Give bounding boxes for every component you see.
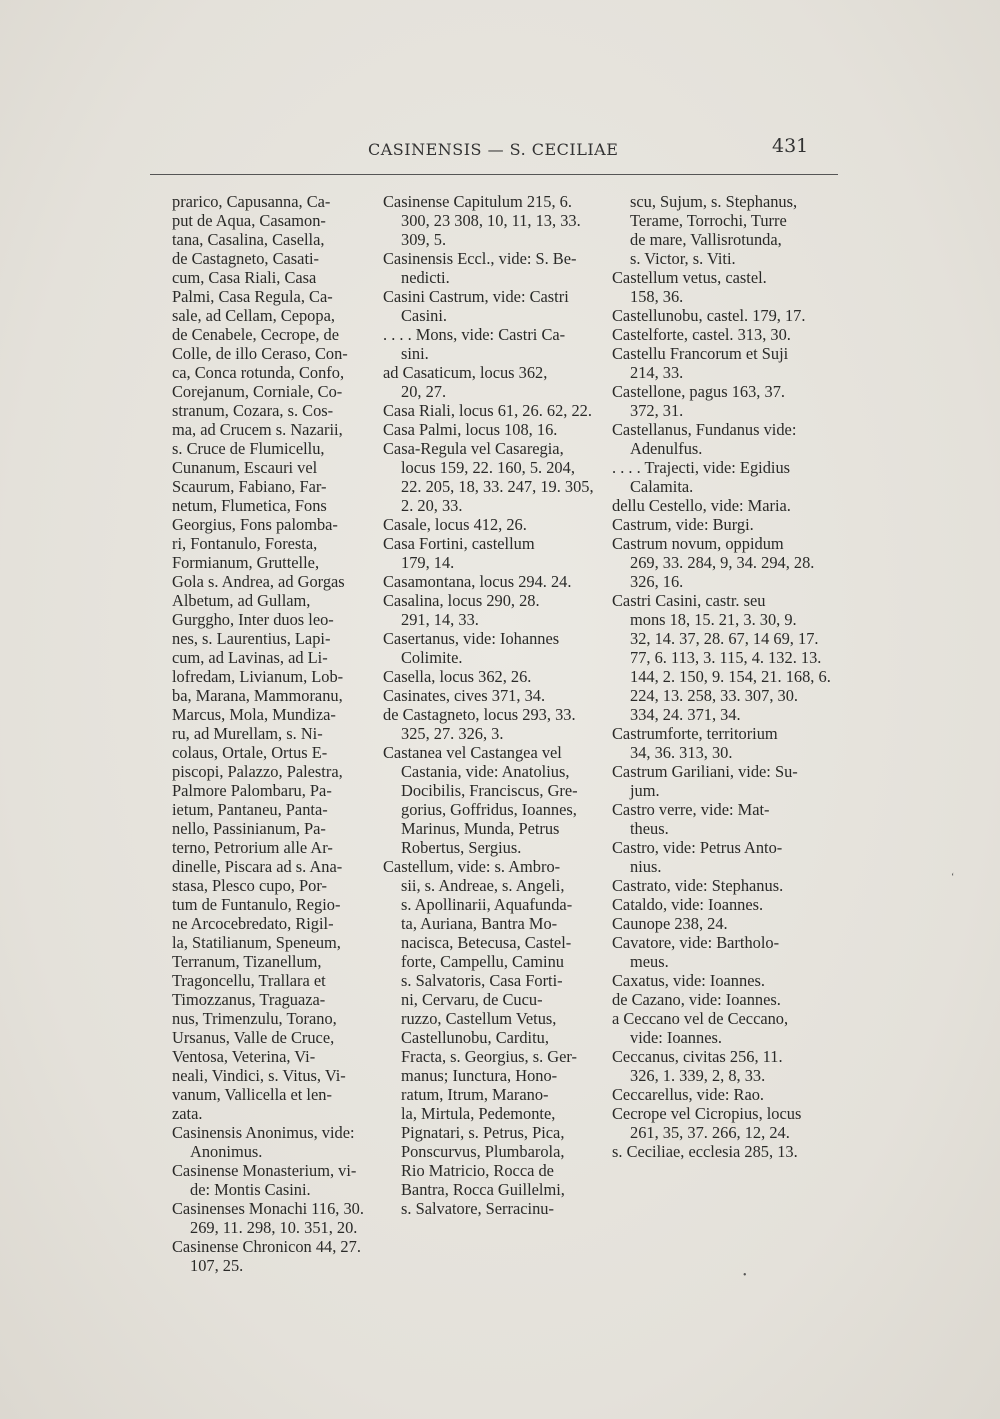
index-line: 326, 16.: [630, 572, 684, 591]
index-line: 34, 36. 313, 30.: [630, 743, 733, 762]
index-line: Georgius, Fons palomba-: [172, 515, 338, 534]
index-line: s. Victor, s. Viti.: [630, 249, 736, 268]
index-line: Cavatore, vide: Bartholo-: [612, 933, 780, 952]
index-column-3: [612, 192, 834, 1161]
index-line: 309, 5.: [401, 230, 447, 249]
index-line: de Castagneto, Casati-: [172, 249, 320, 268]
index-line: jum.: [630, 781, 660, 800]
index-line: 269, 11. 298, 10. 351, 20.: [190, 1218, 358, 1237]
index-line: Castellum, vide: s. Ambro-: [383, 857, 561, 876]
index-line: de: Montis Casini.: [190, 1180, 311, 1199]
index-line: Castellunobu, castel. 179, 17.: [612, 306, 806, 325]
index-line: Terranum, Tizanellum,: [172, 952, 322, 971]
index-line: Casini.: [401, 306, 447, 325]
header-rule: [150, 174, 838, 175]
index-line: la, Mirtula, Pedemonte,: [401, 1104, 556, 1123]
index-line: ietum, Pantaneu, Panta-: [172, 800, 328, 819]
index-line: Casalina, locus 290, 28.: [383, 591, 540, 610]
index-line: Palmore Palombaru, Pa-: [172, 781, 332, 800]
index-line: dellu Cestello, vide: Maria.: [612, 496, 791, 515]
index-line: mons 18, 15. 21, 3. 30, 9.: [630, 610, 797, 629]
index-line: 300, 23 308, 10, 11, 13, 33.: [401, 211, 581, 230]
index-line: Castro, vide: Petrus Anto-: [612, 838, 783, 857]
index-line: sini.: [401, 344, 429, 363]
index-line: 158, 36.: [630, 287, 684, 306]
index-line: Rio Matricio, Rocca de: [401, 1161, 554, 1180]
index-line: tana, Casalina, Casella,: [172, 230, 325, 249]
index-line: 224, 13. 258, 33. 307, 30.: [630, 686, 799, 705]
index-line: cum, Casa Riali, Casa: [172, 268, 317, 287]
index-line: nus, Trimenzulu, Torano,: [172, 1009, 337, 1028]
index-line: Bantra, Rocca Guillelmi,: [401, 1180, 565, 1199]
index-line: Scaurum, Fabiano, Far-: [172, 477, 327, 496]
index-line: Ceccanus, civitas 256, 11.: [612, 1047, 783, 1066]
index-line: Castrumforte, territorium: [612, 724, 778, 743]
index-line: Caunope 238, 24.: [612, 914, 728, 933]
index-line: Ursanus, Valle de Cruce,: [172, 1028, 335, 1047]
index-line: nacisca, Betecusa, Castel-: [401, 933, 572, 952]
index-line: vide: Ioannes.: [630, 1028, 722, 1047]
running-head: CASINENSIS — S. CECILIAE: [368, 140, 619, 159]
index-line: ba, Marana, Mammoranu,: [172, 686, 343, 705]
index-line: ruzzo, Castellum Vetus,: [401, 1009, 557, 1028]
index-line: Formianum, Gruttelle,: [172, 553, 320, 572]
index-line: Castrum, vide: Burgi.: [612, 515, 754, 534]
index-line: 107, 25.: [190, 1256, 244, 1275]
index-line: dinelle, Piscara ad s. Ana-: [172, 857, 343, 876]
index-line: terno, Petrorium alle Ar-: [172, 838, 333, 857]
index-line: de Cenabele, Cecrope, de: [172, 325, 340, 344]
index-line: Docibilis, Franciscus, Gre-: [401, 781, 578, 800]
index-line: nello, Passinianum, Pa-: [172, 819, 326, 838]
index-line: Tragoncellu, Trallara et: [172, 971, 326, 990]
index-line: Casinense Capitulum 215, 6.: [383, 192, 572, 211]
index-line: 326, 1. 339, 2, 8, 33.: [630, 1066, 766, 1085]
index-line: a Ceccano vel de Ceccano,: [612, 1009, 789, 1028]
index-line: s. Cruce de Flumicellu,: [172, 439, 325, 458]
index-line: s. Salvatoris, Casa Forti-: [401, 971, 563, 990]
index-line: gorius, Goffridus, Ioannes,: [401, 800, 577, 819]
index-line: Casa-Regula vel Casaregia,: [383, 439, 564, 458]
index-line: Calamita.: [630, 477, 694, 496]
index-line: nes, s. Laurentius, Lapi-: [172, 629, 331, 648]
index-line: Castania, vide: Anatolius,: [401, 762, 570, 781]
index-line: Casella, locus 362, 26.: [383, 667, 532, 686]
index-column-2: [383, 192, 598, 1218]
index-line: Castrum novum, oppidum: [612, 534, 784, 553]
index-line: ad Casaticum, locus 362,: [383, 363, 548, 382]
index-line: Casertanus, vide: Iohannes: [383, 629, 560, 648]
index-line: scu, Sujum, s. Stephanus,: [630, 192, 798, 211]
index-line: nius.: [630, 857, 662, 876]
index-line: Ceccarellus, vide: Rao.: [612, 1085, 765, 1104]
index-line: Pignatari, s. Petrus, Pica,: [401, 1123, 565, 1142]
index-line: Adenulfus.: [630, 439, 703, 458]
stray-mark: •: [743, 1270, 747, 1281]
index-line: Casinenses Monachi 116, 30.: [172, 1199, 364, 1218]
index-line: ma, ad Crucem s. Nazarii,: [172, 420, 343, 439]
index-line: Casinates, cives 371, 34.: [383, 686, 546, 705]
index-line: Gola s. Andrea, ad Gorgas: [172, 572, 345, 591]
index-line: 20, 27.: [401, 382, 447, 401]
index-line: Caxatus, vide: Ioannes.: [612, 971, 765, 990]
index-line: Casale, locus 412, 26.: [383, 515, 527, 534]
index-line: lofredam, Livianum, Lob-: [172, 667, 344, 686]
index-line: put de Aqua, Casamon-: [172, 211, 326, 230]
index-line: forte, Campellu, Caminu: [401, 952, 564, 971]
index-line: Timozzanus, Traguaza-: [172, 990, 326, 1009]
index-line: Cecrope vel Cicropius, locus: [612, 1104, 802, 1123]
index-line: Cataldo, vide: Ioannes.: [612, 895, 764, 914]
index-line: neali, Vindici, s. Vitus, Vi-: [172, 1066, 346, 1085]
index-line: meus.: [630, 952, 669, 971]
index-line: prarico, Capusanna, Ca-: [172, 192, 331, 211]
index-line: locus 159, 22. 160, 5. 204,: [401, 458, 575, 477]
index-line: Castellu Francorum et Suji: [612, 344, 789, 363]
index-line: Robertus, Sergius.: [401, 838, 522, 857]
index-line: Casa Palmi, locus 108, 16.: [383, 420, 558, 439]
index-line: ru, ad Murellam, s. Ni-: [172, 724, 323, 743]
index-line: s. Apollinarii, Aquafunda-: [401, 895, 573, 914]
index-line: 269, 33. 284, 9, 34. 294, 28.: [630, 553, 815, 572]
index-line: Terame, Torrochi, Turre: [630, 211, 787, 230]
index-line: s. Salvatore, Serracinu-: [401, 1199, 554, 1218]
index-line: stranum, Cozara, s. Cos-: [172, 401, 334, 420]
index-line: Marcus, Mola, Mundiza-: [172, 705, 336, 724]
index-line: manus; Iunctura, Hono-: [401, 1066, 558, 1085]
index-line: Fracta, s. Georgius, s. Ger-: [401, 1047, 577, 1066]
index-line: Casinensis Eccl., vide: S. Be-: [383, 249, 577, 268]
index-line: cum, ad Lavinas, ad Li-: [172, 648, 328, 667]
index-line: 334, 24. 371, 34.: [630, 705, 741, 724]
stray-mark: ʻ: [951, 872, 955, 883]
index-line: Palmi, Casa Regula, Ca-: [172, 287, 333, 306]
index-line: vanum, Vallicella et len-: [172, 1085, 332, 1104]
index-line: Cunanum, Escauri vel: [172, 458, 318, 477]
index-line: Castrum Gariliani, vide: Su-: [612, 762, 798, 781]
index-line: Casa Fortini, castellum: [383, 534, 535, 553]
index-line: colaus, Ortale, Ortus E-: [172, 743, 328, 762]
index-line: Casinensis Anonimus, vide:: [172, 1123, 355, 1142]
index-line: tum de Funtanulo, Regio-: [172, 895, 341, 914]
index-line: Castri Casini, castr. seu: [612, 591, 766, 610]
index-line: Albetum, ad Gullam,: [172, 591, 311, 610]
index-line: . . . . Trajecti, vide: Egidius: [612, 458, 791, 477]
index-line: ta, Auriana, Bantra Mo-: [401, 914, 558, 933]
index-line: la, Statilianum, Speneum,: [172, 933, 341, 952]
index-line: theus.: [630, 819, 669, 838]
index-line: de Castagneto, locus 293, 33.: [383, 705, 576, 724]
index-line: Gurggho, Inter duos leo-: [172, 610, 334, 629]
index-line: Casa Riali, locus 61, 26. 62, 22.: [383, 401, 592, 420]
index-line: Castellunobu, Carditu,: [401, 1028, 549, 1047]
index-line: . . . . Mons, vide: Castri Ca-: [383, 325, 566, 344]
index-line: Casamontana, locus 294. 24.: [383, 572, 572, 591]
index-line: sale, ad Cellam, Cepopa,: [172, 306, 335, 325]
index-line: sii, s. Andreae, s. Angeli,: [401, 876, 565, 895]
index-line: 261, 35, 37. 266, 12, 24.: [630, 1123, 790, 1142]
index-line: zata.: [172, 1104, 203, 1123]
index-line: Castro verre, vide: Mat-: [612, 800, 770, 819]
index-line: ratum, Itrum, Marano-: [401, 1085, 549, 1104]
index-line: Castrato, vide: Stephanus.: [612, 876, 784, 895]
index-line: ne Arcocebredato, Rigil-: [172, 914, 334, 933]
index-line: Colimite.: [401, 648, 463, 667]
index-line: 325, 27. 326, 3.: [401, 724, 504, 743]
index-column-1: [172, 192, 372, 1275]
index-line: Ponscurvus, Plumbarola,: [401, 1142, 565, 1161]
index-line: 214, 33.: [630, 363, 684, 382]
index-line: Casinense Chronicon 44, 27.: [172, 1237, 361, 1256]
index-line: stasa, Plesco cupo, Por-: [172, 876, 327, 895]
index-line: nedicti.: [401, 268, 450, 287]
index-line: 77, 6. 113, 3. 115, 4. 132. 13.: [630, 648, 822, 667]
index-line: 372, 31.: [630, 401, 684, 420]
index-line: Anonimus.: [190, 1142, 263, 1161]
index-line: 22. 205, 18, 33. 247, 19. 305,: [401, 477, 594, 496]
index-line: Castanea vel Castangea vel: [383, 743, 562, 762]
index-line: piscopi, Palazzo, Palestra,: [172, 762, 343, 781]
index-line: s. Ceciliae, ecclesia 285, 13.: [612, 1142, 798, 1161]
index-line: Corejanum, Corniale, Co-: [172, 382, 343, 401]
index-line: Marinus, Munda, Petrus: [401, 819, 560, 838]
index-line: Casini Castrum, vide: Castri: [383, 287, 569, 306]
page-number: 431: [772, 135, 809, 157]
index-line: Colle, de illo Ceraso, Con-: [172, 344, 348, 363]
index-line: Ventosa, Veterina, Vi-: [172, 1047, 316, 1066]
index-line: Castelforte, castel. 313, 30.: [612, 325, 791, 344]
index-line: netum, Flumetica, Fons: [172, 496, 327, 515]
index-line: de mare, Vallisrotunda,: [630, 230, 782, 249]
index-line: ri, Fontanulo, Foresta,: [172, 534, 318, 553]
index-line: ca, Conca rotunda, Confo,: [172, 363, 345, 382]
index-line: Castellanus, Fundanus vide:: [612, 420, 797, 439]
index-line: 32, 14. 37, 28. 67, 14 69, 17.: [630, 629, 819, 648]
index-line: de Cazano, vide: Ioannes.: [612, 990, 781, 1009]
index-line: Castellone, pagus 163, 37.: [612, 382, 785, 401]
index-line: Castellum vetus, castel.: [612, 268, 767, 287]
index-line: ni, Cervaru, de Cucu-: [401, 990, 543, 1009]
index-line: 291, 14, 33.: [401, 610, 479, 629]
index-line: 179, 14.: [401, 553, 455, 572]
index-line: 2. 20, 33.: [401, 496, 463, 515]
index-line: 144, 2. 150, 9. 154, 21. 168, 6.: [630, 667, 831, 686]
index-line: Casinense Monasterium, vi-: [172, 1161, 357, 1180]
